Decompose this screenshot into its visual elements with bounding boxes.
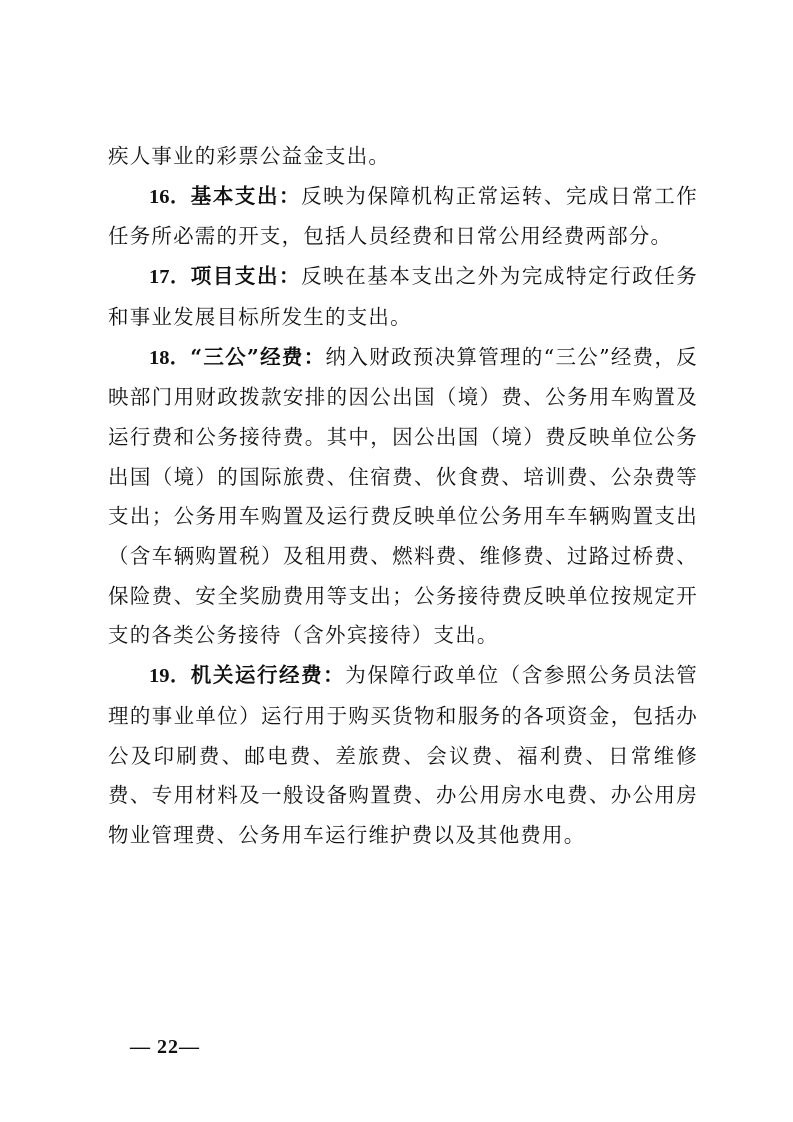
document-body (108, 137, 698, 856)
paragraph-17-project-expenditure (108, 257, 698, 337)
paragraph-text: 反映在基本支出之外为完成特定行政任务和事业发展目标所发生的支出。 (108, 264, 699, 329)
paragraph-text: 疾人事业的彩票公益金支出。 (108, 144, 391, 168)
item-number: 19． (149, 665, 191, 688)
item-term: “三公”经费： (190, 344, 326, 369)
paragraph-text: 反映为保障机构正常运转、完成日常工作任务所必需的开支，包括人员经费和日常公用经费两部分。 (108, 183, 699, 249)
paragraph-text: 为保障行政单位（含参照公务员法管理的事业单位）运行用于购买货物和服务的各项资金，包括办公及印刷费、邮电费、差旅费、会议费、福利费、日常维修费、专用材料及一般设备购置费、办公用房水电费、办公用房物业管理费、公务用车运行维护费以及其他费用。 (108, 663, 699, 847)
item-number: 17． (149, 266, 191, 289)
paragraph-19-agency-operating-funds (108, 656, 698, 856)
page-number: — 22— (130, 1036, 200, 1058)
item-number: 16． (149, 185, 191, 208)
paragraph-15-continuation (108, 137, 698, 177)
item-term: 基本支出： (190, 183, 302, 208)
item-term: 项目支出： (190, 264, 302, 289)
paragraph-16-basic-expenditure (108, 177, 698, 257)
item-term: 机关运行经费： (190, 663, 346, 688)
paragraph-18-three-public-funds (108, 338, 698, 657)
item-number: 18． (149, 346, 191, 369)
paragraph-text: 纳入财政预决算管理的“三公”经费，反映部门用财政拨款安排的因公出国（境）费、公务用车购置及运行费和公务接待费。其中，因公出国（境）费反映单位公务出国（境）的国际旅费、住宿费、伙食费、培训费、公杂费等支出；公务用车购置及运行费反映单位公务用车车辆购置支出（含车辆购置税）及租用费、燃料费、维修费、过路过桥费、保险费、安全奖励费用等支出；公务接待费反映单位按规定开支的各类公务接待（含外宾接待）支出。 (108, 344, 699, 648)
